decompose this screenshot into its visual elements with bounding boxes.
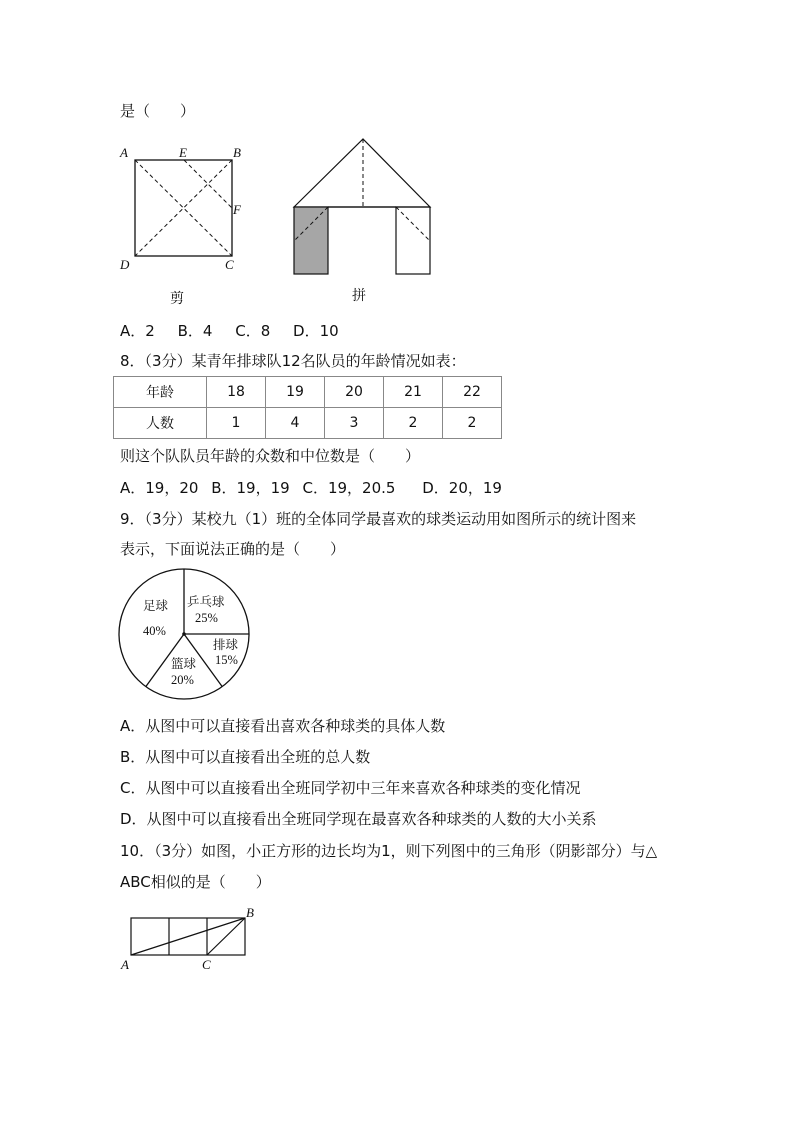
count-cell: 4 — [266, 408, 325, 439]
q7-square-figure — [115, 140, 255, 275]
label-F: F — [233, 202, 241, 217]
count-cell: 2 — [443, 408, 502, 439]
q8-option-a: A．19，20 — [120, 479, 199, 497]
age-cell: 20 — [325, 377, 384, 408]
q8-stem: 8．（3分）某青年排球队12名队员的年龄情况如表： — [120, 352, 466, 370]
q7-option-c: C．8 — [235, 322, 271, 340]
age-cell: 18 — [207, 377, 266, 408]
age-table — [113, 376, 502, 439]
row-header-count: 人数 — [114, 408, 207, 439]
q9-pie-chart — [115, 566, 260, 706]
q9-option-d: D．从图中可以直接看出全班同学现在最喜欢各种球类的人数的大小关系 — [120, 810, 597, 828]
count-cell: 2 — [384, 408, 443, 439]
q7-option-d: D．10 — [293, 322, 339, 340]
q8-question: 则这个队队员年龄的众数和中位数是（ ） — [120, 447, 421, 465]
count-row — [114, 408, 502, 439]
age-cell: 21 — [384, 377, 443, 408]
label-B: B — [233, 145, 241, 160]
q9-option-c: C．从图中可以直接看出全班同学初中三年来喜欢各种球类的变化情况 — [120, 779, 581, 797]
q7-stem-tail: 是（ ） — [120, 102, 196, 120]
pie-label-basketball: 篮球 — [171, 656, 197, 671]
pie-pct-basketball: 20% — [171, 673, 194, 687]
svg-text:剪: 剪 — [170, 291, 184, 307]
age-cell: 22 — [443, 377, 502, 408]
pie-center-dot — [182, 632, 186, 636]
label-C: C — [225, 257, 234, 272]
label-D: D — [120, 257, 130, 272]
label-B: B — [246, 905, 254, 920]
age-row — [114, 377, 502, 408]
q8-option-c: C．19，20.5 — [302, 479, 396, 497]
q10-grid-figure — [115, 903, 265, 975]
q9-stem-line2: 表示，下面说法正确的是（ ） — [120, 540, 346, 558]
label-A: A — [120, 145, 128, 160]
label-C: C — [202, 957, 211, 972]
label-E: E — [179, 145, 187, 160]
q7-house-figure — [290, 136, 435, 278]
q9-stem-line1: 9．（3分）某校九（1）班的全体同学最喜欢的球类运动用如图所示的统计图来 — [120, 510, 637, 528]
pie-pct-pingpong: 25% — [195, 611, 218, 625]
q9-option-b: B．从图中可以直接看出全班的总人数 — [120, 748, 371, 766]
pie-label-volleyball: 排球 — [213, 637, 239, 652]
q10-stem-line2: ABC相似的是（ ） — [120, 873, 271, 891]
svg-text:拼: 拼 — [352, 288, 366, 304]
caption-cut — [168, 287, 192, 309]
q10-stem-line1: 10．（3分）如图，小正方形的边长均为1，则下列图中的三角形（阴影部分）与△ — [120, 842, 658, 860]
count-cell: 1 — [207, 408, 266, 439]
pie-pct-volleyball: 15% — [215, 653, 238, 667]
row-header-age: 年龄 — [114, 377, 207, 408]
q8-option-b: B．19，19 — [211, 479, 290, 497]
caption-assemble — [350, 284, 374, 306]
q7-option-b: B．4 — [177, 322, 213, 340]
q9-option-a: A．从图中可以直接看出喜欢各种球类的具体人数 — [120, 717, 446, 735]
q8-option-d: D．20，19 — [422, 479, 502, 497]
pie-label-football: 足球 — [143, 598, 169, 613]
count-cell: 3 — [325, 408, 384, 439]
pie-pct-football: 40% — [143, 624, 166, 638]
label-A: A — [121, 957, 129, 972]
age-cell: 19 — [266, 377, 325, 408]
q8-options — [120, 478, 502, 498]
q7-options — [120, 321, 339, 341]
q7-option-a: A．2 — [120, 322, 155, 340]
pie-label-pingpong: 乒乓球 — [187, 594, 225, 609]
